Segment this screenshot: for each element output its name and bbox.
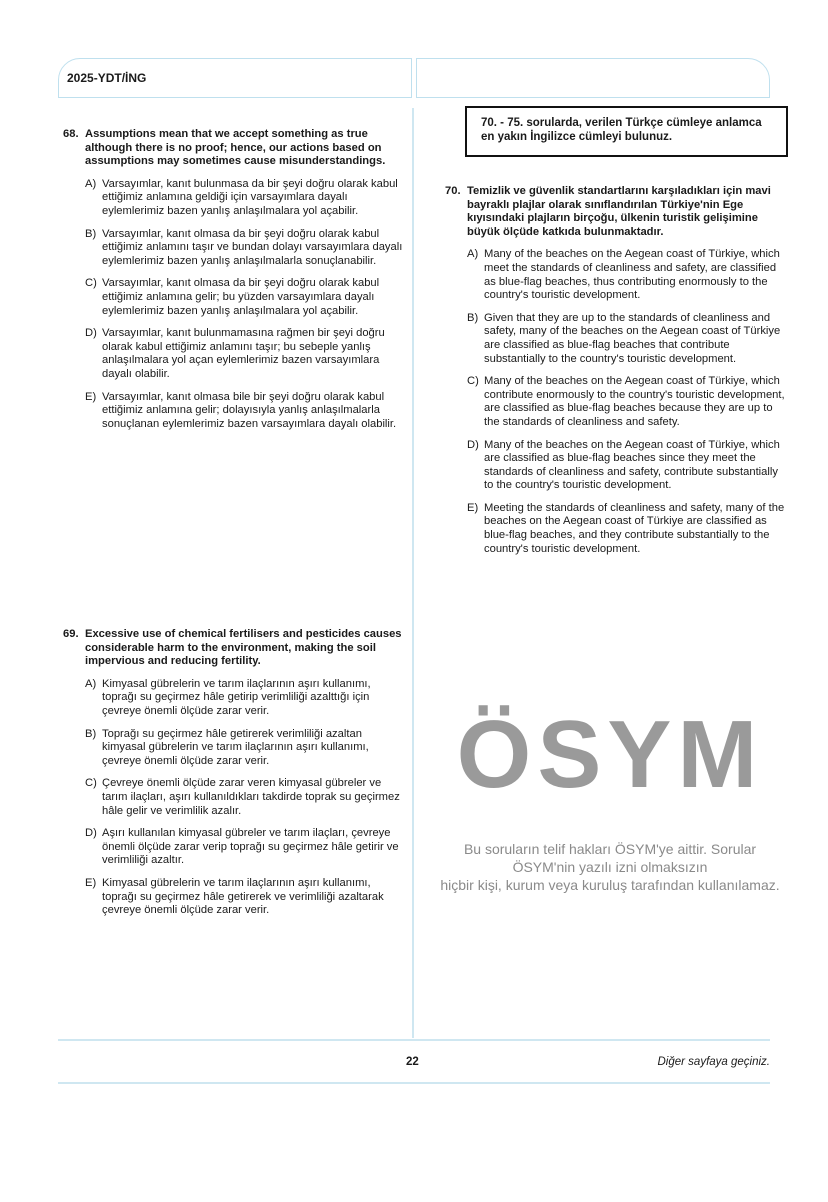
question-stem <box>63 128 405 169</box>
watermark-notice <box>440 840 780 894</box>
option-letter: E) <box>85 876 97 889</box>
option-text: Many of the beaches on the Aegean coast of Türkiye, which are classified as blue-flag beaches since they meet the standards of cleanliness and safety, contribute substantially to the country's touristic development. <box>484 438 780 492</box>
stem-text: Assumptions mean that we accept something as true although there is no proof; hence, our actions based on assumptions may sometimes cause misunderstandings. <box>85 128 386 168</box>
question-69 <box>63 628 405 918</box>
option-letter: D) <box>85 827 97 840</box>
answer-option[interactable] <box>85 777 405 818</box>
answer-option[interactable] <box>467 439 790 493</box>
option-text: Many of the beaches on the Aegean coast of Türkiye, which meet the standards of cleanliness and safety, are classified as blue-flag beaches, thus contributing enormously to the country's touristic development. <box>484 248 780 302</box>
answer-option[interactable] <box>85 678 405 719</box>
option-letter: B) <box>467 311 479 324</box>
answer-option[interactable] <box>85 827 405 868</box>
footer-top-line <box>58 1039 770 1041</box>
question-number: 68. <box>63 128 79 140</box>
question-stem <box>63 628 405 669</box>
option-text: Varsayımlar, kanıt olmasa da bir şeyi doğru olarak kabul ettiğimiz anlamını taşır ve bundan dolayı varsayımlara dayalı eylemlerimiz bazen yanlış anlaşılmalarla sonuçlanabilir. <box>102 227 403 267</box>
stem-text: Temizlik ve güvenlik standartlarını karşıladıkları için mavi bayraklı plajlar olarak sınıflandırılan Türkiye'nin Ege kıyısındaki plajların birçoğu, ülkenin turistik gelişimine büyük ölçüde katkıda bulunmaktadır. <box>467 185 771 238</box>
answer-option[interactable] <box>85 277 405 318</box>
header-right <box>416 58 770 98</box>
answer-option[interactable] <box>85 728 405 769</box>
option-letter: C) <box>85 777 97 790</box>
answer-option[interactable] <box>467 312 790 366</box>
next-page-note: Diğer sayfaya geçiniz. <box>657 1056 770 1068</box>
column-divider <box>412 108 414 1038</box>
option-text: Varsayımlar, kanıt bulunmasa da bir şeyi doğru olarak kabul ettiğimiz anlamına geldiği için varsayımlara dayalı eylemlerimiz bazen yanlış anlaşılmalara yol açabilir. <box>102 177 398 217</box>
option-letter: C) <box>85 277 97 290</box>
answer-option[interactable] <box>467 375 790 429</box>
exam-code: 2025-YDT/İNG <box>67 71 147 85</box>
option-letter: D) <box>85 327 97 340</box>
option-text: Varsayımlar, kanıt bulunmamasına rağmen bir şeyi doğru olarak kabul ettiğimiz anlamını taşır; bu sebeple yanlış anlaşılmalara yol açan eylemlerimiz bazen varsayımlara dayalı olabilir. <box>102 327 385 380</box>
answer-option[interactable] <box>85 228 405 269</box>
question-70 <box>445 185 790 556</box>
option-text: Toprağı su geçirmez hâle getirerek verimliliği azaltan kimyasal gübrelerin ve tarım ilaçlarının aşırı kullanımı, çevreye önemli ölçüde zarar verir. <box>102 727 369 767</box>
option-text: Given that they are up to the standards of cleanliness and safety, many of the beaches on the Aegean coast of Türkiye are classified as blue-flag beaches that contribute substantially to the country's touristic development. <box>484 311 781 365</box>
watermark-logo: ÖSYM <box>456 701 764 808</box>
footer-bottom-line <box>58 1082 770 1084</box>
answer-option[interactable] <box>467 248 790 302</box>
option-letter: D) <box>467 438 479 451</box>
question-number: 70. <box>445 185 461 197</box>
watermark-notice-line2: hiçbir kişi, kurum veya kuruluş tarafından kullanılamaz. <box>440 877 780 893</box>
stem-text: Excessive use of chemical fertilisers and pesticides causes considerable harm to the environment, making the soil impervious and reducing fertility. <box>85 628 402 668</box>
answer-option[interactable] <box>85 327 405 381</box>
option-letter: C) <box>467 375 479 388</box>
osym-watermark <box>440 690 780 1020</box>
answer-option[interactable] <box>85 178 405 219</box>
option-text: Varsayımlar, kanıt olmasa da bir şeyi doğru olarak kabul ettiğimiz anlamına gelir; bu yüzden varsayımlara dayalı eylemlerimiz bazen yanlış anlaşılmalara yol açabilir. <box>102 277 380 317</box>
option-text: Aşırı kullanılan kimyasal gübreler ve tarım ilaçları, çevreye önemli ölçüde zarar verip toprağı su geçirmez hâle getirir ve verimliliği azaltır. <box>102 827 399 867</box>
option-text: Çevreye önemli ölçüde zarar veren kimyasal gübreler ve tarım ilaçları, aşırı kullanıldıkları takdirde toprak su geçirmez hâle gelir ve verimlilik azalır. <box>102 777 400 817</box>
option-letter: A) <box>467 248 479 261</box>
option-letter: E) <box>467 501 479 514</box>
watermark-notice-line1: Bu soruların telif hakları ÖSYM'ye aittir. Sorular ÖSYM'nin yazılı izni olmaksızın <box>463 841 757 875</box>
option-text: Many of the beaches on the Aegean coast of Türkiye, which contribute enormously to the country's touristic development, are classified as blue-flag beaches because they are up to the standards of cleanliness and safety. <box>484 375 785 428</box>
answer-option[interactable] <box>85 877 405 918</box>
answer-option[interactable] <box>85 391 405 432</box>
page-number: 22 <box>406 1056 419 1068</box>
option-letter: B) <box>85 727 97 740</box>
header-left <box>58 58 412 98</box>
option-letter: E) <box>85 390 97 403</box>
option-text: Meeting the standards of cleanliness and safety, many of the beaches on the Aegean coast of Türkiye are classified as blue-flag beaches, and they contribute substantially to the country's touristic development. <box>484 501 785 555</box>
option-letter: A) <box>85 677 97 690</box>
question-number: 69. <box>63 628 79 640</box>
option-letter: A) <box>85 177 97 190</box>
question-68 <box>63 128 405 431</box>
option-text: Kimyasal gübrelerin ve tarım ilaçlarının aşırı kullanımı, toprağı su geçirmez hâle getirerek ve verimliliği azaltarak çevreye önemli ölçüde zarar verir. <box>102 876 384 917</box>
option-text: Varsayımlar, kanıt olmasa bile bir şeyi doğru olarak kabul ettiğimiz anlamına gelir; dolayısıyla yanlış anlaşılmalarla sonuçlanan eylemlerimiz bazen varsayımlara dayalı olabilir. <box>102 390 397 430</box>
option-letter: B) <box>85 227 97 240</box>
instructions-box: 70. - 75. sorularda, verilen Türkçe cümleye anlamca en yakın İngilizce cümleyi bulunuz. <box>465 106 788 157</box>
answer-option[interactable] <box>467 502 790 556</box>
question-stem <box>445 185 790 239</box>
option-text: Kimyasal gübrelerin ve tarım ilaçlarının aşırı kullanımı, toprağı su geçirmez hâle getirip verimliliği azalttığı için çevreye önemli ölçüde zarar verir. <box>102 677 371 717</box>
